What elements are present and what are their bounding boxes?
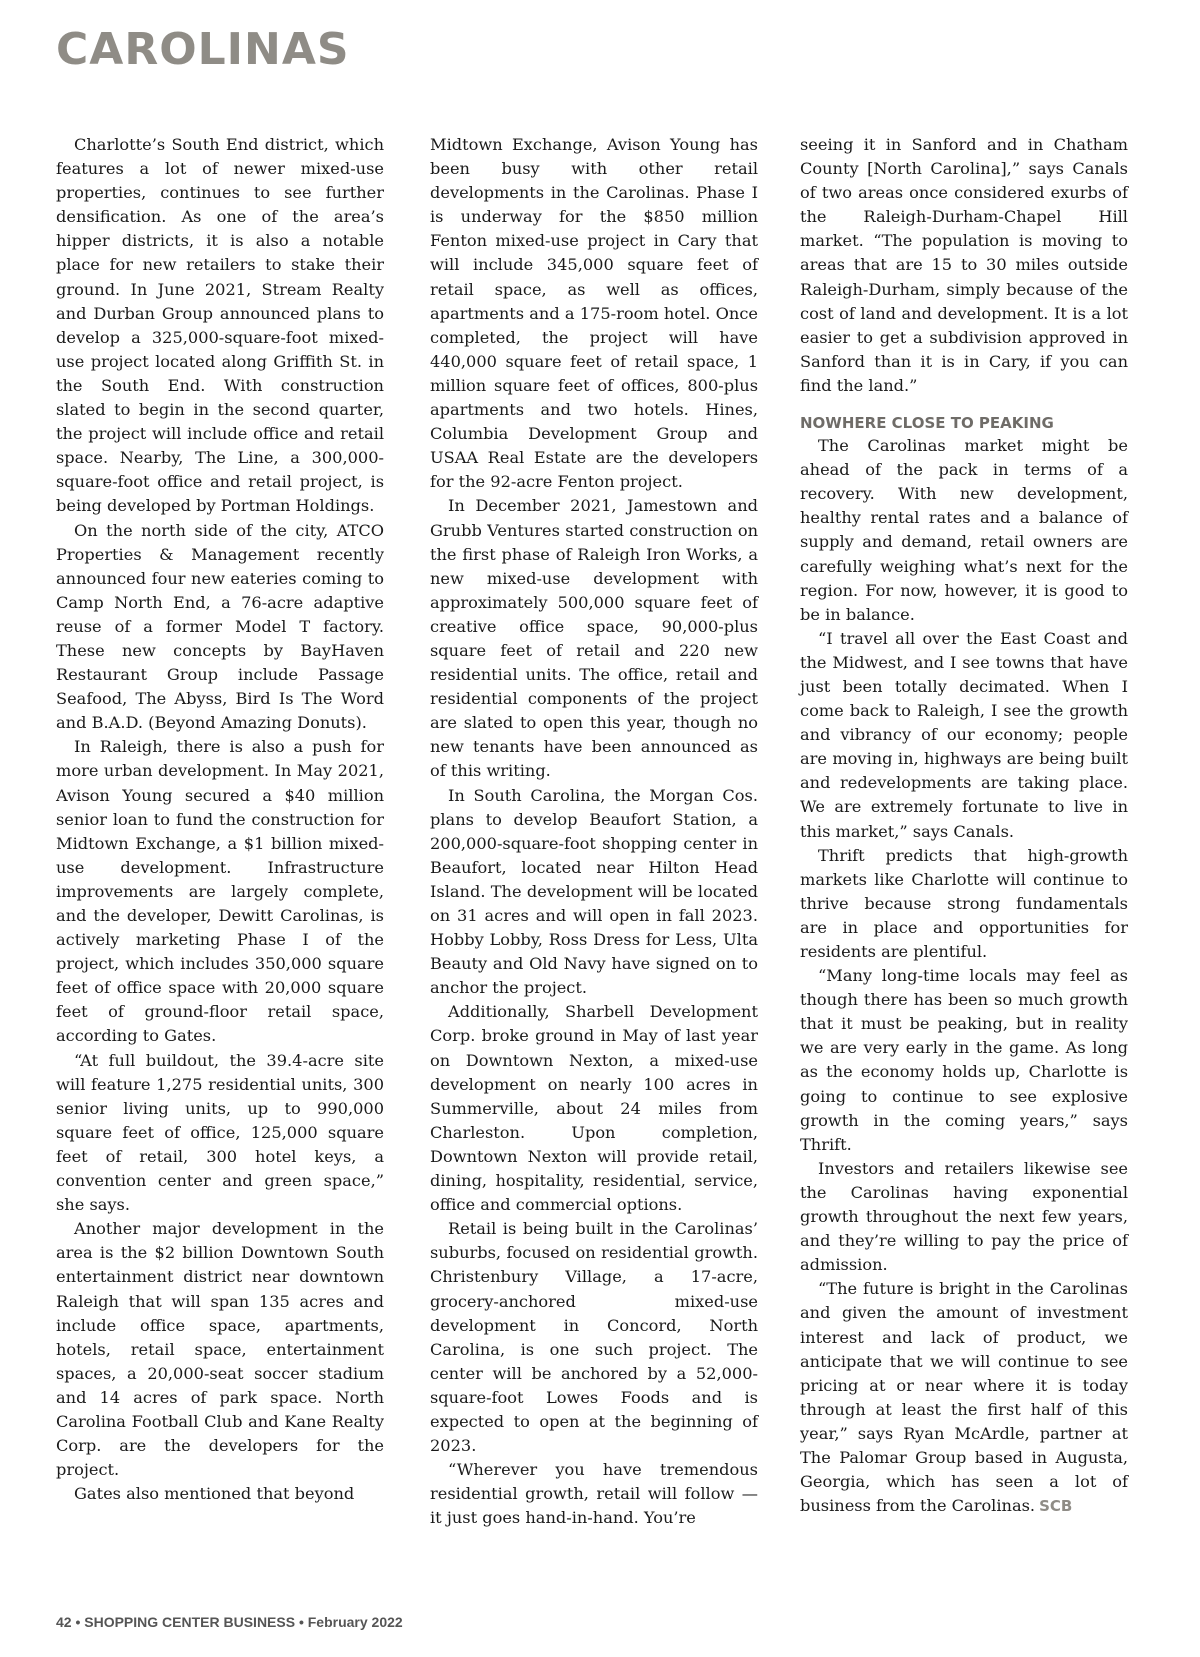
section-title: CAROLINAS	[56, 24, 350, 75]
paragraph: Investors and retailers likewise see the Carolinas having exponential growth throughout the next few years, and they’re willing to pay the price of admission.	[800, 1158, 1128, 1275]
paragraph: On the north side of the city, ATCO Properties & Management recently announced four new eateries coming to Camp North End, a 76-acre adaptive reuse of a former Model T factory. These new concepts by BayHaven Restaurant Group include Passage Seafood, The Abyss, Bird Is The Word and B.A.D. (Beyond Amazing Donuts).	[56, 520, 384, 733]
paragraph: The Carolinas market might be ahead of the pack in terms of a recovery. With new development, healthy rental rates and a balance of supply and demand, retail owners are carefully weighing what’s next for the region. For now, however, it is good to be in balance.	[800, 436, 1128, 624]
paragraph: In December 2021, Jamestown and Grubb Ventures started construction on the first phase of Raleigh Iron Works, a new mixed-use development with approximately 500,000 square feet of creative office space, 90,000-plus square feet of retail and 220 new residential units. The office, retail and residential components of the project are slated to open this year, though no new tenants have been announced as of this writing.	[430, 496, 758, 781]
paragraph: Another major development in the area is the $2 billion Downtown South entertainment district near downtown Raleigh that will span 135 acres and include office space, apartments, hotels, retail space, entertainment spaces, a 20,000-seat soccer stadium and 14 acres of park space. North Carolina Football Club and Kane Realty Corp. are the developers for the project.	[56, 1219, 384, 1480]
paragraph: “I travel all over the East Coast and the Midwest, and I see towns that have just been totally decimated. When I come back to Raleigh, I see the growth and vibrancy of our economy; people are moving in, highways are being built and redevelopments are taking place. We are extremely fortunate to live in this market,” says Canals.	[800, 628, 1128, 841]
article-column-2	[430, 133, 758, 1530]
paragraph: “Many long-time locals may feel as though there has been so much growth that it must be peaking, but in reality we are very early in the game. As long as the economy holds up, Charlotte is going to continue to see explosive growth in the coming years,” says Thrift.	[800, 966, 1128, 1154]
paragraph: Thrift predicts that high-growth markets like Charlotte will continue to thrive because strong fundamentals are in place and opportunities for residents are plentiful.	[800, 845, 1128, 961]
page-footer: 42 • SHOPPING CENTER BUSINESS • February 2022	[56, 1614, 403, 1630]
paragraph: seeing it in Sanford and in Chatham County [North Carolina],” says Canals of two areas once considered exurbs of the Raleigh-Durham-Chapel Hill market. “The population is moving to areas that are 15 to 30 miles outside Raleigh-Durham, simply because of the cost of land and development. It is a lot easier to get a subdivision approved in Sanford than it is in Cary, if you can find the land.”	[800, 135, 1128, 395]
paragraph-text: “The future is bright in the Carolinas and given the amount of investment interest and lack of product, we anticipate that we will continue to see pricing at or near where it is today through at least the first half of this year,” says Ryan McArdle, partner at The Palomar Group based in Augusta, Georgia, which has seen a lot of business from the Carolinas.	[800, 1279, 1128, 1516]
article-column-3	[800, 133, 1128, 1518]
paragraph: Additionally, Sharbell Development Corp. broke ground in May of last year on Downtown Nexton, a mixed-use development on nearly 100 acres in Summerville, about 24 miles from Charleston. Upon completion, Downtown Nexton will provide retail, dining, hospitality, residential, service, office and commercial options.	[430, 1002, 758, 1215]
paragraph: In Raleigh, there is also a push for more urban development. In May 2021, Avison Young secured a $40 million senior loan to fund the construction for Midtown Exchange, a $1 billion mixed-use development. Infrastructure improvements are largely complete, and the developer, Dewitt Carolinas, is actively marketing Phase I of the project, which includes 350,000 square feet of office space with 20,000 square feet of ground-floor retail space, according to Gates.	[56, 737, 384, 1046]
paragraph: Retail is being built in the Carolinas’ suburbs, focused on residential growth. Christenbury Village, a 17-acre, grocery-anchored mixed-use development in Concord, North Carolina, is one such project. The center will be anchored by a 52,000-square-foot Lowes Foods and is expected to open at the beginning of 2023.	[430, 1219, 758, 1456]
paragraph: Midtown Exchange, Avison Young has been busy with other retail developments in the Carolinas. Phase I is underway for the $850 million Fenton mixed-use project in Cary that will include 345,000 square feet of retail space, as well as offices, apartments and a 175-room hotel. Once completed, the project will have 440,000 square feet of retail space, 1 million square feet of offices, 800-plus apartments and two hotels. Hines, Columbia Development Group and USAA Real Estate are the developers for the 92-acre Fenton project.	[430, 135, 758, 492]
subheading: NOWHERE CLOSE TO PEAKING	[800, 414, 1054, 433]
paragraph: In South Carolina, the Morgan Cos. plans to develop Beaufort Station, a 200,000-square-foot shopping center in Beaufort, located near Hilton Head Island. The development will be located on 31 acres and will open in fall 2023. Hobby Lobby, Ross Dress for Less, Ulta Beauty and Old Navy have signed on to anchor the project.	[430, 785, 758, 998]
paragraph: “Wherever you have tremendous residential growth, retail will follow — it just goes hand-in-hand. You’re	[430, 1460, 758, 1528]
article-column-1	[56, 133, 384, 1506]
paragraph	[800, 1277, 1128, 1518]
paragraph: Charlotte’s South End district, which features a lot of newer mixed-use properties, continues to see further densification. As one of the area’s hipper districts, it is also a notable place for new retailers to stake their ground. In June 2021, Stream Realty and Durban Group announced plans to develop a 325,000-square-foot mixed-use project located along Griffith St. in the South End. With construction slated to begin in the second quarter, the project will include office and retail space. Nearby, The Line, a 300,000-square-foot office and retail project, is being developed by Portman Holdings.	[56, 135, 384, 516]
end-mark: SCB	[1039, 1497, 1073, 1516]
paragraph: Gates also mentioned that beyond	[74, 1484, 355, 1504]
paragraph: “At full buildout, the 39.4-acre site will feature 1,275 residential units, 300 senior living units, up to 990,000 square feet of office, 125,000 square feet of retail, 300 hotel keys, a convention center and green space,” she says.	[56, 1050, 384, 1215]
